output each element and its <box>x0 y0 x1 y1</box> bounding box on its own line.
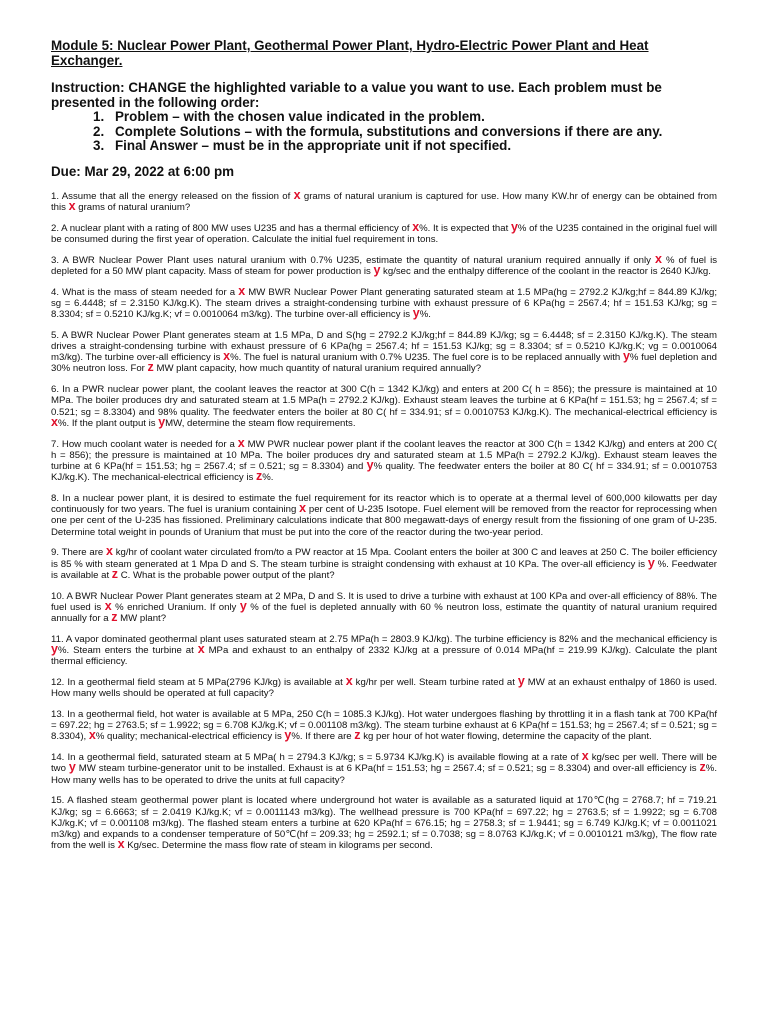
problem-item <box>51 795 717 851</box>
problem-text: 6. In a PWR nuclear power plant, the coolant leaves the reactor at 300 C(h = 1342 KJ/kg) and enters at 200 C( h = 856); the pressure is maintained at 10 MPa. The boiler produces dry and saturated steam at 1.5 MPa(h = 2792.2 KJ/kg). Exhaust steam leaves the turbine at 6 KPa(hf = 151.53; hg = 2567.4; sf = 0.521; sg = 8.3304) and 98% quality. The feedwater enters the boiler at 80 C( hf = 334.91; sf = 0.0010753 KJ/kg.K). The mechanical-electrical efficiency is <box>51 384 717 418</box>
problem-text: kg/sec and the enthalpy difference of the coolant in the reactor is 2640 KJ/kg. <box>380 265 711 277</box>
highlighted-variable: y <box>284 728 292 743</box>
problem-item <box>51 187 717 213</box>
problem-item <box>51 330 717 375</box>
highlighted-variable: x <box>106 544 113 559</box>
highlighted-variable: y <box>517 673 525 688</box>
highlighted-variable: z <box>699 760 706 775</box>
highlighted-variable: y <box>510 219 518 234</box>
problem-text: %. If the plant output is <box>57 417 159 429</box>
problem-text: %. If there are <box>291 731 355 743</box>
problem-text: 10. A BWR Nuclear Power Plant generates steam at 2 MPa, D and S. It is used to drive a turbine with exhaust at 100 KPa and over-all efficiency of 88%. The fuel used is <box>51 590 717 613</box>
problem-text: % of the fuel is depleted annually with 60 % neutron loss, estimate the quantity of natural uranium required annually for a <box>51 601 717 624</box>
problem-item <box>51 251 717 277</box>
highlighted-variable: z <box>111 609 118 624</box>
problem-item <box>51 673 717 700</box>
instruction-text: Instruction: CHANGE the highlighted variable to a value you want to use. Each problem must be presented in the following order: <box>51 80 662 110</box>
problem-text: 8. In a nuclear power plant, it is desired to estimate the fuel requirement for its reactor which is to operate at a thermal level of 600,000 kilowatts per day continuously for two years. The fuel is uranium containing <box>51 492 717 516</box>
highlighted-variable: z <box>147 360 154 375</box>
step-number: 2. <box>93 123 105 139</box>
problem-text: kg/sec per well. There will be two <box>51 752 718 775</box>
problem-text: MPa and exhaust to an enthalpy of 2332 KJ/kg at a pressure of 0.014 MPa(hf = 219.99 KJ/kg). Calculate the plant thermal efficiency. <box>51 644 717 668</box>
problem-text: % fuel depletion and 30% neutron loss. For <box>51 352 717 375</box>
problem-item <box>51 591 717 625</box>
problem-text: 15. A flashed steam geothermal power plant is located where underground hot water is available as a saturated liquid at 170℃(hg = 2768.7; hf = 719.21 KJ/kg; sg = 6.6663; sf = 2.0419 KJ/kg.K; vf = 0.0011143 m3/kg). The wellhead pressure is 700 KPa(hf = 697.22; hg = 2763.5; sf = 1.9922; sg = 6.708 KJ/kg.K; vf = 0.001108 m3/kg). The flashed steam enters a turbine at 620 KPa(hf = 676.15; hg = 2758.3; sf = 1.9441; sg = 6.749 KJ/kg.K; vf = 0.0011021 m3/kg) and expands to a condenser temperature of 50℃(hf = 209.33; hg = 2592.1; sf = 0.7038; sg = 8.0763 KJ/kg.K; vf = 0.0010121 m3/kg), The flow rate from the well is <box>51 795 717 852</box>
highlighted-variable: x <box>223 349 231 364</box>
problem-text: MW PWR nuclear power plant if the coolant leaves the reactor at 300 C(h = 1342 KJ/kg) and enters at 200 C( h = 856); the pressure is maintained at 10 MPa. The boiler produces dry and saturated steam at 1.5 MPa(h = 2792.2 KJ/kg). Exhaust steam leaves the turbine at 6 KPa(hf = 151.53; hg = 2567.4; sf = 0.521; sg = 8.3304) and <box>51 438 717 472</box>
highlighted-variable: x <box>238 283 246 298</box>
highlighted-variable: x <box>412 219 420 234</box>
problem-text: MW plant capacity, how much quantity of natural uranium required annually? <box>153 363 482 375</box>
problem-text: %. Steam enters the turbine at <box>57 644 198 656</box>
problem-text: 12. In a geothermal field steam at 5 MPa(2796 KJ/kg) is available at <box>51 676 346 688</box>
due-date: Due: Mar 29, 2022 at 6:00 pm <box>51 163 235 179</box>
step-number: 1. <box>93 109 105 124</box>
problem-item <box>51 283 718 321</box>
highlighted-variable: y <box>239 598 247 613</box>
step-item <box>93 139 717 154</box>
highlighted-variable: x <box>117 837 125 852</box>
problem-list <box>51 187 718 852</box>
problem-text: grams of natural uranium is captured for use. How many KW.hr of energy can be obtained from this <box>51 190 717 213</box>
problem-text: kg/hr per well. Steam turbine rated at <box>352 676 518 688</box>
problem-text: MW, determine the steam flow requirements. <box>165 417 356 429</box>
problem-text: C. What is the probable power output of the plant? <box>118 569 335 581</box>
problem-text: %. Feedwater is available at <box>51 558 717 581</box>
problem-text: MW BWR Nuclear Power Plant generating saturated steam at 1.5 MPa(hg = 2792.2 KJ/kg;hf = 844.89 KJ/kg; sg = 6.4448; sf = 2.3150 KJ/kg.K). The steam drives a straight-condensing turbine with exhaust pressure of 6 KPa(hg = 2567.4; hf = 151.53 KJ/kg; sg = 8.3304; sf = 0.5210 KJ/kg.K; vf = 0.0010064 m3/kg). The turbine over-all efficiency is <box>51 286 718 320</box>
highlighted-variable: x <box>51 414 58 429</box>
problem-text: % enriched Uranium. If only <box>111 601 240 613</box>
highlighted-variable: z <box>255 469 263 484</box>
problem-item <box>51 219 717 245</box>
highlighted-variable: x <box>299 501 307 516</box>
highlighted-variable: x <box>68 198 76 213</box>
highlighted-variable: y <box>366 457 374 472</box>
highlighted-variable: y <box>158 414 166 429</box>
problem-text: 9. There are <box>51 547 107 559</box>
step-text: Complete Solutions – with the formula, substitutions and conversions if there are any. <box>115 123 663 139</box>
step-number: 3. <box>93 138 105 153</box>
problem-item <box>51 435 717 484</box>
problem-item <box>51 749 718 786</box>
problem-item <box>51 493 717 538</box>
problem-text: % quality. The feedwater enters the boiler at 80 C( hf = 334.91; sf = 0.0010753 KJ/kg.K). The mechanical-electrical efficiency is <box>51 460 717 484</box>
problem-text: 7. How much coolant water is needed for a <box>51 438 238 450</box>
problem-text: MW steam turbine-generator unit to be installed. Exhaust is at 6 KPa(hf = 151.53; hg = 2567.4; sf = 0.521; sg = 8.3304) and over-all efficiency is <box>75 763 700 775</box>
highlighted-variable: y <box>68 760 76 775</box>
problem-text: % of the U235 contained in the original fuel will be consumed during the first year of operation. Calculate the initial fuel requirement in tons. <box>51 222 717 245</box>
highlighted-variable: x <box>581 749 589 764</box>
highlighted-variable: y <box>412 305 420 320</box>
problem-text: %. <box>419 308 431 320</box>
step-text: Final Answer – must be in the appropriate unit if not specified. <box>115 138 512 153</box>
problem-item <box>51 384 717 429</box>
step-text: Problem – with the chosen value indicated in the problem. <box>115 109 485 124</box>
highlighted-variable: y <box>51 641 58 656</box>
problem-text: 4. What is the mass of steam needed for a <box>51 286 239 298</box>
highlighted-variable: x <box>88 728 96 743</box>
problem-text: 2. A nuclear plant with a rating of 800 MW uses U235 and has a thermal efficiency of <box>51 222 413 234</box>
problem-text: %. <box>262 472 274 484</box>
problem-item <box>51 634 717 668</box>
problem-text: %. The fuel is natural uranium with 0.7% U235. The fuel core is to be replaced annually with <box>230 352 623 364</box>
highlighted-variable: x <box>197 641 205 656</box>
highlighted-variable: z <box>111 566 119 581</box>
problem-text: MW at an exhaust enthalpy of 1860 is used. How many wells should be operated at full capacity? <box>51 676 717 700</box>
problem-item <box>51 709 717 743</box>
problem-text: %. It is expected that <box>419 222 511 234</box>
step-item <box>93 125 717 140</box>
problem-text: 14. In a geothermal field, saturated steam at 5 MPa( h = 2794.3 KJ/kg; s = 5.9734 KJ/kg.K) is available flowing at a rate of <box>51 752 582 764</box>
problem-item <box>51 544 717 581</box>
problem-text: 1. Assume that all the energy released on the fission of <box>51 190 294 202</box>
problem-text: grams of natural uranium? <box>75 201 191 213</box>
problem-text: per cent of U-235 Isotope. Fuel element will be removed from the reactor for reprocessing when one per cent of the U-235 has fissioned. Preliminary calculations indicate that 800 megawatt-days of energy result from the fissioning of one gram of U-235. Determine total weight in pounds of Uranium that must be put into the core of the reactor during the two-year period. <box>51 504 717 538</box>
problem-text: %. How many wells has to be operated to drive the units at full capacity? <box>51 763 717 786</box>
problem-text: MW plant? <box>117 612 167 624</box>
instruction-steps <box>51 110 717 154</box>
highlighted-variable: x <box>345 673 353 688</box>
highlighted-variable: y <box>622 349 630 364</box>
problem-text: 3. A BWR Nuclear Power Plant uses natural uranium with 0.7% U235, estimate the quantity of natural uranium required annually if only <box>51 254 655 266</box>
highlighted-variable: y <box>373 262 381 277</box>
problem-text: % quality; mechanical-electrical efficiency is <box>95 731 285 743</box>
problem-text: 5. A BWR Nuclear Power Plant generates steam at 1.5 MPa, D and S(hg = 2792.2 KJ/kg;hf = 844.89 KJ/kg; sg = 6.4448; sf = 2.3150 KJ/kg.K). The steam drives a straight-condensing turbine with exhaust pressure of 6 KPa(hg = 2567.4; hf = 151.53 KJ/kg; sg = 8.3304; sf = 0.5210 KJ/kg.K; vg = 0.0010064 m3/kg). The turbine over-all efficiency is <box>51 329 717 364</box>
module-title: Module 5: Nuclear Power Plant, Geothermal Power Plant, Hydro-Electric Power Plant and Heat Exchanger. <box>51 38 649 68</box>
highlighted-variable: y <box>647 555 655 570</box>
step-item <box>93 110 717 125</box>
problem-text: Kg/sec. Determine the mass flow rate of steam in kilograms per second. <box>124 840 433 852</box>
problem-text: kg per hour of hot water flowing, determine the capacity of the plant. <box>360 731 652 743</box>
problem-text: 11. A vapor dominated geothermal plant uses saturated steam at 2.75 MPa(h = 2803.9 KJ/kg). The turbine efficiency is 82% and the mechanical efficiency is <box>51 633 717 645</box>
problem-text: 13. In a geothermal field, hot water is available at 5 MPa, 250 C(h = 1085.3 KJ/kg). Hot water undergoes flashing by throttling it in a flash tank at 700 KPa(hf = 697.22; hg = 2763.5; sf = 1.9922; sg = 6.708 KJ/kg.K; vf = 0.001108 m3/kg). The steam turbine exhaust at 6 KPa(hf = 151.53; hg = 2567.4; sf = 0.521; sg = 8.3304), <box>51 708 717 743</box>
problem-text: % of fuel is depleted for a 50 MW plant capacity. Mass of steam for power production is <box>51 254 717 277</box>
highlighted-variable: x <box>654 251 662 266</box>
highlighted-variable: x <box>104 598 112 613</box>
highlighted-variable: z <box>354 728 361 743</box>
highlighted-variable: x <box>293 187 301 202</box>
problem-text: kg/hr of coolant water circulated from/to a PW reactor at 15 Mpa. Coolant enters the boiler at 300 C and leaves at 250 C. The boiler efficiency is 85 % with steam generated at 1 Mpa D and S. The steam turbine is straight condensing with exhaust at 10 KPa. The over-all efficiency is <box>51 547 717 570</box>
highlighted-variable: x <box>237 435 245 450</box>
